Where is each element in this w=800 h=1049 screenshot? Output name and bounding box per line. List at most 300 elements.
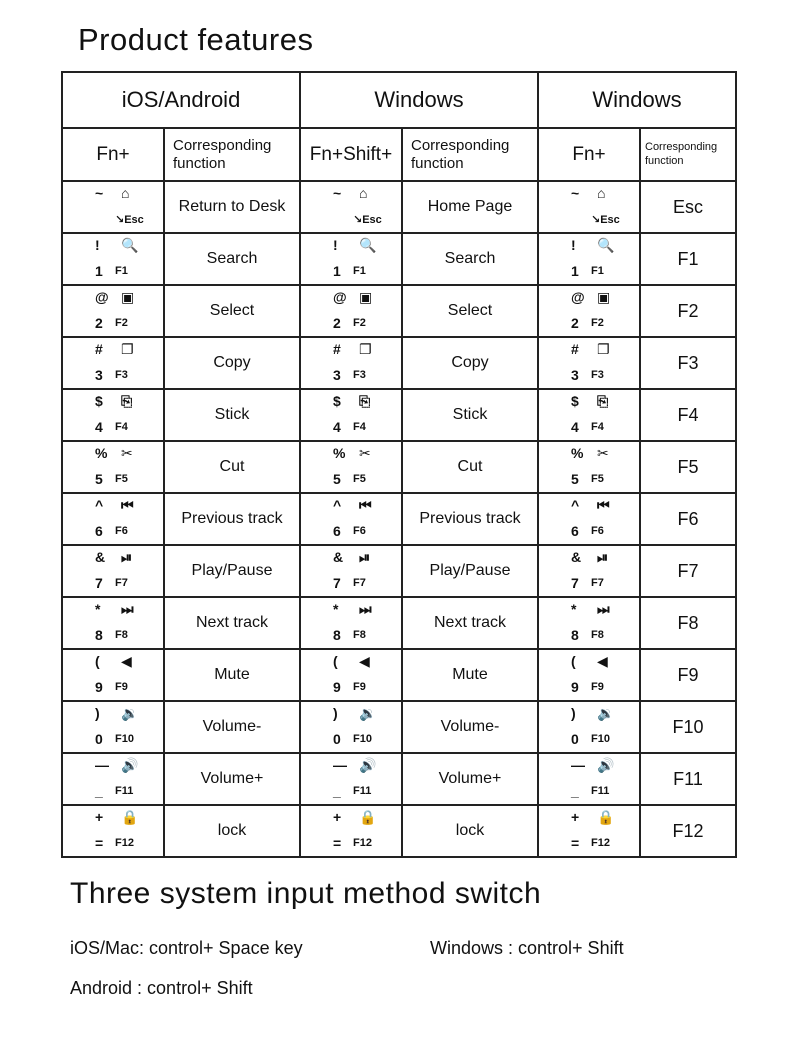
table-row [62,181,736,233]
windows-fkey-cell: F6 [640,493,736,545]
key-combo [63,702,163,752]
key-combo [539,806,639,856]
key-f-label: F4 [353,421,366,433]
key-number: 1 [571,263,579,279]
key-number: 9 [571,679,579,695]
key-number: 4 [95,419,103,435]
key-f-label: F7 [115,577,128,589]
key-combo [63,806,163,856]
key-combo-cell [300,545,402,597]
key-function-icon: ✂ [121,445,133,461]
key-combo [63,390,163,440]
key-combo-cell [62,597,164,649]
table-row [62,337,736,389]
key-combo-cell [538,337,640,389]
key-number: _ [95,783,103,799]
ios-function-cell: Search [164,233,300,285]
key-combo-cell [538,805,640,857]
key-combo-cell [300,597,402,649]
key-number: 8 [571,627,579,643]
ios-function-cell: Volume+ [164,753,300,805]
key-combo-cell [300,701,402,753]
key-f-label: F6 [353,525,366,537]
windows-switch-text: Windows : control+ Shift [430,938,624,958]
key-combo [63,234,163,284]
key-symbol: @ [571,289,585,305]
key-combo [539,702,639,752]
windows-function-cell: Mute [402,649,538,701]
key-function-icon: ⏮ [121,497,134,513]
key-number: 2 [571,315,579,331]
key-function-icon: 🔉 [597,705,615,721]
subheader-fn-shift: Fn+Shift+ [300,128,402,181]
ios-function-cell: Mute [164,649,300,701]
key-f-label: F10 [115,733,134,745]
key-combo [539,390,639,440]
key-symbol: ) [333,705,338,721]
key-function-icon: 🔊 [359,757,377,773]
key-combo-cell [62,441,164,493]
key-f-label: F11 [591,785,610,797]
key-f-label: F9 [591,681,604,693]
key-number: 7 [333,575,341,591]
key-combo [63,494,163,544]
key-combo-cell [62,337,164,389]
windows-function-cell: Stick [402,389,538,441]
key-number: 3 [333,367,341,383]
key-combo-cell [538,545,640,597]
key-combo-cell [538,181,640,233]
key-combo-cell [300,337,402,389]
ios-function-cell: Volume- [164,701,300,753]
key-function-icon: ⎘ [121,393,133,409]
key-symbol: ^ [571,497,580,513]
key-combo-cell [300,493,402,545]
key-f-label: F10 [353,733,372,745]
windows-function-cell: Volume+ [402,753,538,805]
key-combo-cell [62,701,164,753]
key-symbol: % [571,445,584,461]
windows-fkey-cell: F2 [640,285,736,337]
ios-mac-switch-text: iOS/Mac: control+ Space key [70,938,303,958]
windows-fkey-cell: F12 [640,805,736,857]
key-f-label: F11 [353,785,372,797]
windows-function-cell: Play/Pause [402,545,538,597]
key-function-icon: ⏯ [121,549,133,565]
table-row [62,597,736,649]
key-combo-cell [300,441,402,493]
key-function-icon: ⏯ [597,549,609,565]
windows-function-cell: Volume- [402,701,538,753]
key-f-label: F3 [591,369,604,381]
key-combo [301,234,401,284]
key-f-label: F5 [591,473,604,485]
key-symbol: ^ [333,497,342,513]
key-combo [301,598,401,648]
android-switch-text: Android : control+ Shift [70,978,253,998]
key-f-label: F4 [591,421,604,433]
key-combo-cell [300,649,402,701]
subheader-corresponding: Corresponding function [164,128,300,181]
windows-fkey-cell: F7 [640,545,736,597]
key-function-icon: 🔍 [597,237,615,253]
key-function-icon: ◀ [597,653,608,669]
windows-fkey-cell: F5 [640,441,736,493]
key-f-label: F12 [353,837,372,849]
table-subheader-row [62,128,736,181]
windows-function-cell: Next track [402,597,538,649]
subheader-corresponding-3: Corresponding function [640,128,736,181]
key-combo [301,182,401,232]
key-combo-cell [62,545,164,597]
ios-function-cell: Copy [164,337,300,389]
ios-function-cell: Next track [164,597,300,649]
windows-function-cell: Home Page [402,181,538,233]
key-f-label: F9 [115,681,128,693]
key-number: 5 [333,471,341,487]
key-number: _ [333,783,341,799]
key-combo-cell [62,805,164,857]
key-f-label: ↘Esc [115,214,144,226]
header-windows-2: Windows [538,72,736,128]
key-combo [539,338,639,388]
key-f-label: F3 [115,369,128,381]
subheader-corresponding-2: Corresponding function [402,128,538,181]
key-function-icon: ❐ [121,341,134,357]
key-symbol: # [95,341,103,357]
windows-fkey-cell: F11 [640,753,736,805]
key-function-icon: ⌂ [597,185,606,201]
key-combo-cell [62,285,164,337]
key-symbol: + [95,809,104,825]
key-f-label: F1 [591,265,604,277]
key-symbol: + [571,809,580,825]
key-combo-cell [538,441,640,493]
key-f-label: F6 [115,525,128,537]
key-combo [63,286,163,336]
key-function-icon: ◀ [121,653,132,669]
key-combo-cell [538,285,640,337]
key-number: = [333,835,342,851]
key-combo [539,234,639,284]
key-combo-cell [62,233,164,285]
key-number: = [95,835,104,851]
key-combo [63,598,163,648]
key-symbol: * [95,601,101,617]
key-symbol: ! [95,237,100,253]
key-f-label: F5 [115,473,128,485]
key-symbol: # [333,341,341,357]
key-number: 8 [95,627,103,643]
windows-function-cell: Previous track [402,493,538,545]
windows-fkey-cell: F3 [640,337,736,389]
key-number: 0 [571,731,579,747]
key-function-icon: ◀ [359,653,370,669]
key-symbol: # [571,341,579,357]
table-row [62,285,736,337]
key-combo [539,286,639,336]
windows-function-cell: Select [402,285,538,337]
key-symbol: & [95,549,106,565]
key-function-icon: ⌂ [121,185,130,201]
key-symbol: % [333,445,346,461]
ios-function-cell: Cut [164,441,300,493]
windows-function-cell: Copy [402,337,538,389]
key-symbol: — [95,757,109,773]
ios-function-cell: Select [164,285,300,337]
key-combo-cell [538,649,640,701]
key-combo-cell [300,805,402,857]
key-function-icon: ▣ [597,289,611,305]
key-function-icon: ⏯ [359,549,371,565]
key-number: 0 [95,731,103,747]
key-symbol: ( [571,653,576,669]
key-f-label: F3 [353,369,366,381]
key-symbol: ) [571,705,576,721]
key-function-icon: ✂ [359,445,371,461]
key-number: 5 [95,471,103,487]
key-symbol: ! [333,237,338,253]
key-function-icon: 🔒 [359,809,377,825]
switch-section-title: Three system input method switch [70,877,542,910]
key-number: 9 [333,679,341,695]
windows-fkey-cell: Esc [640,181,736,233]
key-f-label: F7 [353,577,366,589]
key-combo [539,494,639,544]
page-title: Product features [78,22,314,57]
key-f-label: F12 [115,837,134,849]
key-combo-cell [62,493,164,545]
key-function-icon: ✂ [597,445,609,461]
key-f-label: F10 [591,733,610,745]
key-combo [301,806,401,856]
key-symbol: * [571,601,577,617]
key-function-icon: 🔉 [121,705,139,721]
key-combo [301,494,401,544]
key-f-label: F9 [353,681,366,693]
key-combo-cell [62,389,164,441]
subheader-fn: Fn+ [62,128,164,181]
ios-function-cell: Previous track [164,493,300,545]
key-combo-cell [538,753,640,805]
key-combo [301,390,401,440]
key-f-label: F12 [591,837,610,849]
key-combo [301,286,401,336]
key-combo-cell [300,753,402,805]
key-function-icon: ▣ [359,289,373,305]
key-combo-cell [62,649,164,701]
key-function-icon: ⏮ [359,497,372,513]
key-f-label: F2 [115,317,128,329]
windows-fkey-cell: F9 [640,649,736,701]
key-symbol: — [571,757,585,773]
windows-fkey-cell: F4 [640,389,736,441]
key-symbol: + [333,809,342,825]
key-combo [63,182,163,232]
table-row [62,701,736,753]
key-f-label: F1 [353,265,366,277]
key-number: 5 [571,471,579,487]
key-combo-cell [62,753,164,805]
key-function-icon: 🔊 [597,757,615,773]
key-symbol: @ [95,289,109,305]
key-f-label: F2 [591,317,604,329]
key-symbol: & [571,549,582,565]
key-combo [63,338,163,388]
key-number: 6 [95,523,103,539]
key-combo-cell [62,181,164,233]
key-symbol: ~ [333,185,342,201]
key-function-icon: ⎘ [359,393,371,409]
windows-fkey-cell: F10 [640,701,736,753]
key-number: 1 [333,263,341,279]
key-number: 6 [333,523,341,539]
key-symbol: $ [95,393,103,409]
key-combo [301,546,401,596]
key-number: 8 [333,627,341,643]
key-number: 3 [571,367,579,383]
table-row [62,441,736,493]
key-combo [63,546,163,596]
key-symbol: * [333,601,339,617]
key-number: 2 [95,315,103,331]
key-combo [539,598,639,648]
key-combo-cell [538,701,640,753]
key-combo-cell [300,181,402,233]
windows-fkey-cell: F1 [640,233,736,285]
key-function-icon: 🔍 [359,237,377,253]
key-f-label: ↘Esc [353,214,382,226]
key-function-icon: ⏮ [597,497,610,513]
key-symbol: ~ [95,185,104,201]
key-symbol: % [95,445,108,461]
table-row [62,753,736,805]
key-function-icon: ⎘ [597,393,609,409]
features-table [61,71,737,858]
header-windows: Windows [300,72,538,128]
key-function-icon: ▣ [121,289,135,305]
key-number: 4 [333,419,341,435]
key-number: 0 [333,731,341,747]
key-function-icon: ⏭ [359,601,372,617]
key-symbol: & [333,549,344,565]
key-function-icon: 🔒 [597,809,615,825]
ios-function-cell: lock [164,805,300,857]
key-symbol: ! [571,237,576,253]
key-number: 3 [95,367,103,383]
key-f-label: F4 [115,421,128,433]
windows-fkey-cell: F8 [640,597,736,649]
key-number: _ [571,783,579,799]
key-combo [539,182,639,232]
table-row [62,805,736,857]
table-row [62,545,736,597]
key-f-label: F8 [115,629,128,641]
key-f-label: F2 [353,317,366,329]
key-symbol: $ [333,393,341,409]
key-combo [301,702,401,752]
key-symbol: $ [571,393,579,409]
key-combo-cell [300,233,402,285]
key-combo-cell [538,233,640,285]
key-function-icon: 🔍 [121,237,139,253]
key-function-icon: 🔒 [121,809,139,825]
key-combo [539,754,639,804]
key-number: 4 [571,419,579,435]
table-row [62,493,736,545]
key-function-icon: ⌂ [359,185,368,201]
key-function-icon: 🔉 [359,705,377,721]
key-combo [539,546,639,596]
key-combo [63,442,163,492]
key-combo [301,650,401,700]
table-row [62,389,736,441]
key-symbol: @ [333,289,347,305]
key-number: 1 [95,263,103,279]
windows-function-cell: Cut [402,441,538,493]
ios-function-cell: Stick [164,389,300,441]
key-symbol: ~ [571,185,580,201]
key-function-icon: ⏭ [121,601,134,617]
key-number: 6 [571,523,579,539]
key-symbol: — [333,757,347,773]
key-function-icon: ❐ [359,341,372,357]
key-number: 9 [95,679,103,695]
key-function-icon: ⏭ [597,601,610,617]
key-combo-cell [538,389,640,441]
key-f-label: F7 [591,577,604,589]
table-header-row [62,72,736,128]
key-combo-cell [300,389,402,441]
key-combo [301,338,401,388]
key-number: = [571,835,580,851]
subheader-fn-2: Fn+ [538,128,640,181]
table-row [62,649,736,701]
ios-function-cell: Play/Pause [164,545,300,597]
table-row [62,233,736,285]
key-symbol: ) [95,705,100,721]
key-combo [301,442,401,492]
key-function-icon: 🔊 [121,757,139,773]
windows-function-cell: lock [402,805,538,857]
key-symbol: ^ [95,497,104,513]
key-combo [301,754,401,804]
key-symbol: ( [95,653,100,669]
key-number: 7 [571,575,579,591]
key-combo-cell [538,493,640,545]
key-f-label: F8 [353,629,366,641]
key-f-label: F8 [591,629,604,641]
key-symbol: ( [333,653,338,669]
windows-function-cell: Search [402,233,538,285]
key-f-label: ↘Esc [591,214,620,226]
key-f-label: F5 [353,473,366,485]
key-combo-cell [538,597,640,649]
key-combo [539,650,639,700]
key-combo-cell [300,285,402,337]
key-f-label: F11 [115,785,134,797]
key-number: 2 [333,315,341,331]
key-combo [63,650,163,700]
key-number: 7 [95,575,103,591]
key-combo [63,754,163,804]
key-f-label: F1 [115,265,128,277]
key-combo [539,442,639,492]
header-ios-android: iOS/Android [62,72,300,128]
key-function-icon: ❐ [597,341,610,357]
ios-function-cell: Return to Desk [164,181,300,233]
key-f-label: F6 [591,525,604,537]
